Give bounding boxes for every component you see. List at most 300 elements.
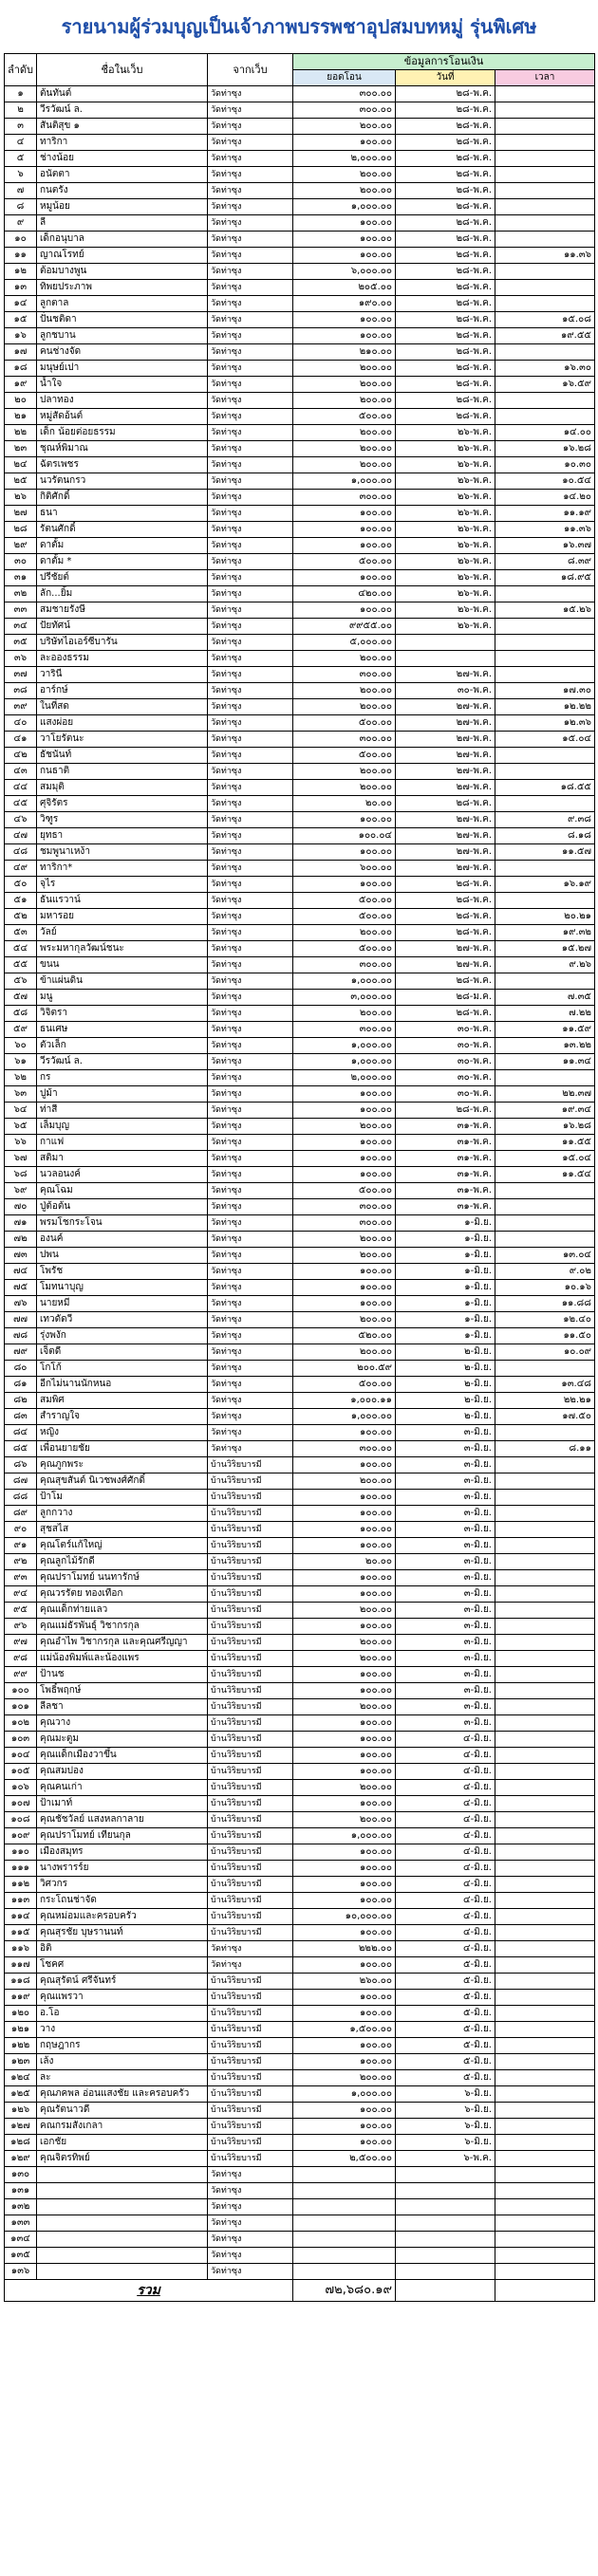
- source-site: บ้านวิริยบารมี: [208, 2038, 293, 2054]
- transfer-time: [495, 1651, 595, 1667]
- transfer-time: [495, 2248, 595, 2264]
- transfer-amount: ๒๐๐.๐๐: [293, 780, 396, 796]
- transfer-time: [495, 2103, 595, 2119]
- row-number: ๑๐๙: [5, 1828, 37, 1844]
- source-site: วัดท่าซุง: [208, 377, 293, 393]
- transfer-time: [495, 635, 595, 651]
- donor-name: โมทนาบุญ: [37, 1280, 208, 1296]
- donor-name: ธันแรวาน์: [37, 893, 208, 909]
- source-site: บ้านวิริยบารมี: [208, 1893, 293, 1909]
- donor-name: เด็ก น้อยต่อยธรรม: [37, 425, 208, 441]
- transfer-time: [495, 1699, 595, 1715]
- source-site: วัดท่าซุง: [208, 812, 293, 828]
- transfer-amount: ๒๐๐.๐๐: [293, 1635, 396, 1651]
- table-row: [5, 1264, 595, 1280]
- row-number: ๑๓๒: [5, 2199, 37, 2215]
- row-number: ๘๙: [5, 1506, 37, 1522]
- donor-name: ลูกตาล: [37, 296, 208, 312]
- transfer-date: ๒๘-พ.ค.: [396, 135, 495, 151]
- source-site: วัดท่าซุง: [208, 941, 293, 957]
- row-number: ๒: [5, 102, 37, 119]
- row-number: ๔๖: [5, 812, 37, 828]
- donor-name: แม่น้องพิมพ์และน้องแพร: [37, 1651, 208, 1667]
- row-number: ๒๙: [5, 538, 37, 554]
- donor-name: หญิง: [37, 1425, 208, 1441]
- row-number: ๑๐๐: [5, 1683, 37, 1699]
- donor-name: วาง: [37, 2022, 208, 2038]
- row-number: ๗๖: [5, 1296, 37, 1312]
- table-row: [5, 1280, 595, 1296]
- transfer-date: ๒๗-พ.ค.: [396, 732, 495, 748]
- row-number: ๑๐๕: [5, 1764, 37, 1780]
- transfer-date: ๓-มิ.ย.: [396, 1425, 495, 1441]
- table-row: [5, 135, 595, 151]
- donor-name: คุณโฉม: [37, 1183, 208, 1199]
- transfer-time: [495, 1070, 595, 1086]
- transfer-amount: ๑๐๐.๐๐: [293, 328, 396, 344]
- source-site: วัดท่าซุง: [208, 844, 293, 861]
- transfer-date: [396, 2248, 495, 2264]
- table-row: [5, 1232, 595, 1248]
- source-site: บ้านวิริยบารมี: [208, 1667, 293, 1683]
- donor-name: คนช่างจัด: [37, 344, 208, 361]
- source-site: วัดท่าซุง: [208, 2215, 293, 2232]
- table-row: [5, 1344, 595, 1361]
- transfer-date: ๓๑-พ.ค.: [396, 1183, 495, 1199]
- transfer-time: ๑๑.๘๘: [495, 1296, 595, 1312]
- table-row: [5, 377, 595, 393]
- table-row: [5, 1199, 595, 1215]
- row-number: ๘๔: [5, 1425, 37, 1441]
- transfer-time: [495, 2022, 595, 2038]
- transfer-date: ๒๗-พ.ค.: [396, 764, 495, 780]
- row-number: ๑๐๑: [5, 1699, 37, 1715]
- transfer-date: ๔-มิ.ย.: [396, 1764, 495, 1780]
- transfer-time: ๑๔.๐๐: [495, 425, 595, 441]
- donor-name: ทาริกา: [37, 135, 208, 151]
- table-row: [5, 1377, 595, 1393]
- row-number: ๑๓๐: [5, 2167, 37, 2183]
- donor-name: โพรัช: [37, 1264, 208, 1280]
- table-row: [5, 2070, 595, 2086]
- row-number: ๑๗: [5, 344, 37, 361]
- row-number: ๗๒: [5, 1232, 37, 1248]
- source-site: วัดท่าซุง: [208, 780, 293, 796]
- transfer-date: ๓-มิ.ย.: [396, 1473, 495, 1490]
- transfer-time: ๑๕.๐๔: [495, 1151, 595, 1167]
- row-number: ๑๒๘: [5, 2135, 37, 2151]
- donor-name: นวลอนงค์: [37, 1167, 208, 1183]
- transfer-amount: ๒๐๐.๐๐: [293, 1119, 396, 1135]
- donor-name: รัตนศักดิ์: [37, 522, 208, 538]
- transfer-time: ๑๖.๑๙: [495, 877, 595, 893]
- transfer-amount: ๓,๐๐๐.๐๐: [293, 990, 396, 1006]
- source-site: วัดท่าซุง: [208, 732, 293, 748]
- transfer-amount: ๑๐๐.๐๐: [293, 232, 396, 248]
- row-number: ๑๐๖: [5, 1780, 37, 1796]
- row-number: ๓๒: [5, 586, 37, 602]
- source-site: บ้านวิริยบารมี: [208, 2070, 293, 2086]
- donor-name: ปพน: [37, 1248, 208, 1264]
- source-site: วัดท่าซุง: [208, 973, 293, 990]
- transfer-amount: ๑๐๐.๐๐: [293, 2054, 396, 2070]
- transfer-time: ๑๑.๕๔: [495, 1167, 595, 1183]
- transfer-amount: ๑๐๐.๐๐: [293, 1086, 396, 1103]
- source-site: วัดท่าซุง: [208, 1070, 293, 1086]
- transfer-date: ๑-มิ.ย.: [396, 1312, 495, 1328]
- transfer-date: ๒๗-พ.ค.: [396, 812, 495, 828]
- row-number: ๓๕: [5, 635, 37, 651]
- transfer-time: [495, 1812, 595, 1828]
- table-row: [5, 1119, 595, 1135]
- source-site: บ้านวิริยบารมี: [208, 1570, 293, 1586]
- transfer-amount: ๑๐,๐๐๐.๐๐: [293, 1909, 396, 1925]
- table-row: [5, 2054, 595, 2070]
- transfer-time: [495, 86, 595, 102]
- transfer-amount: ๓๐๐.๐๐: [293, 957, 396, 973]
- transfer-date: ๒๘-พ.ค.: [396, 183, 495, 199]
- donor-name: สำราญใจ: [37, 1409, 208, 1425]
- row-number: ๖๕: [5, 1119, 37, 1135]
- row-number: ๑๐๗: [5, 1796, 37, 1812]
- transfer-amount: ๒๐๐.๐๐: [293, 1312, 396, 1328]
- transfer-amount: ๕๐๐.๐๐: [293, 1183, 396, 1199]
- row-number: ๕๖: [5, 973, 37, 990]
- table-row: [5, 2248, 595, 2264]
- table-row: [5, 1038, 595, 1054]
- row-number: ๓๖: [5, 651, 37, 667]
- donor-name: ยุทธา: [37, 828, 208, 844]
- donor-name: นวรัตนกรว: [37, 473, 208, 490]
- total-empty-date: [396, 2280, 495, 2302]
- donor-name: มหารอย: [37, 909, 208, 925]
- donor-name: ท่าสี: [37, 1103, 208, 1119]
- donor-name: พระมหากุลวัฒน์ชนะ: [37, 941, 208, 957]
- transfer-time: [495, 1828, 595, 1844]
- source-site: วัดท่าซุง: [208, 667, 293, 683]
- table-row: [5, 844, 595, 861]
- row-number: ๗๐: [5, 1199, 37, 1215]
- donor-name: คณกรมสังเกลา: [37, 2119, 208, 2135]
- row-number: ๘๖: [5, 1457, 37, 1473]
- transfer-time: ๑๖.๓๐: [495, 361, 595, 377]
- table-row: [5, 635, 595, 651]
- transfer-date: ๕-มิ.ย.: [396, 1957, 495, 1974]
- transfer-amount: ๒๐๐.๐๐: [293, 1780, 396, 1796]
- table-row: [5, 683, 595, 699]
- transfer-date: ๒๘-พ.ค.: [396, 86, 495, 102]
- table-row: [5, 1312, 595, 1328]
- transfer-date: ๖-มิ.ย.: [396, 2135, 495, 2151]
- source-site: วัดท่าซุง: [208, 232, 293, 248]
- row-number: ๗๔: [5, 1264, 37, 1280]
- transfer-time: ๗.๒๒: [495, 1006, 595, 1022]
- donor-name: คุณลูกไม้รักดี: [37, 1554, 208, 1570]
- transfer-date: ๒๘-พ.ค.: [396, 409, 495, 425]
- row-number: ๑๒๐: [5, 2006, 37, 2022]
- transfer-time: [495, 651, 595, 667]
- source-site: บ้านวิริยบารมี: [208, 1506, 293, 1522]
- table-row: [5, 1022, 595, 1038]
- transfer-time: ๑๑.๓๔: [495, 1054, 595, 1070]
- table-row: [5, 280, 595, 296]
- transfer-time: [495, 2086, 595, 2103]
- donor-name: โกโก้: [37, 1361, 208, 1377]
- donor-name: คุณปราโมทย์ นนทารักษ์: [37, 1570, 208, 1586]
- table-row: [5, 215, 595, 232]
- donor-name: ชุณห์พิมาณ: [37, 441, 208, 457]
- source-site: วัดท่าซุง: [208, 1941, 293, 1957]
- donor-name: มนุษย์เปา: [37, 361, 208, 377]
- source-site: วัดท่าซุง: [208, 1248, 293, 1264]
- source-site: วัดท่าซุง: [208, 990, 293, 1006]
- transfer-amount: ๒๐๐.๐๐: [293, 2070, 396, 2086]
- donor-name: ลี: [37, 215, 208, 232]
- transfer-time: ๑๕.๒๗: [495, 941, 595, 957]
- transfer-date: ๒๗-พ.ค.: [396, 748, 495, 764]
- donor-name: ขนน: [37, 957, 208, 973]
- transfer-date: ๓๐-พ.ค.: [396, 683, 495, 699]
- donor-name: ธนเศษ: [37, 1022, 208, 1038]
- transfer-time: [495, 1506, 595, 1522]
- transfer-amount: ๕๐๐.๐๐: [293, 909, 396, 925]
- transfer-amount: ๓๐๐.๐๐: [293, 667, 396, 683]
- transfer-time: [495, 1554, 595, 1570]
- table-row: [5, 973, 595, 990]
- row-number: ๑๘: [5, 361, 37, 377]
- row-number: ๕: [5, 151, 37, 167]
- transfer-amount: ๓๐๐.๐๐: [293, 490, 396, 506]
- transfer-time: [495, 1667, 595, 1683]
- source-site: วัดท่าซุง: [208, 2264, 293, 2280]
- source-site: วัดท่าซุง: [208, 1103, 293, 1119]
- transfer-amount: ๒๐.๐๐: [293, 1554, 396, 1570]
- table-row: [5, 893, 595, 909]
- transfer-date: ๓-มิ.ย.: [396, 1715, 495, 1732]
- source-site: บ้านวิริยบารมี: [208, 1603, 293, 1619]
- transfer-amount: ๑,๐๐๐.๐๐: [293, 1038, 396, 1054]
- row-number: ๖๑: [5, 1054, 37, 1070]
- table-row: [5, 1651, 595, 1667]
- transfer-date: ๒-มิ.ย.: [396, 1361, 495, 1377]
- transfer-amount: ๕,๐๐๐.๐๐: [293, 635, 396, 651]
- source-site: บ้านวิริยบารมี: [208, 2151, 293, 2167]
- table-row: [5, 2135, 595, 2151]
- source-site: วัดท่าซุง: [208, 925, 293, 941]
- transfer-amount: ๑,๐๐๐.๐๐: [293, 2086, 396, 2103]
- donor-name: ปัยทัศน์: [37, 619, 208, 635]
- transfer-time: ๑๖.๓๗: [495, 538, 595, 554]
- row-number: ๖๗: [5, 1151, 37, 1167]
- transfer-date: ๒๘-พ.ค.: [396, 264, 495, 280]
- transfer-date: ๒๘-พ.ค.: [396, 344, 495, 361]
- source-site: วัดท่าซุง: [208, 522, 293, 538]
- transfer-amount: [293, 2232, 396, 2248]
- transfer-date: ๒๖-พ.ค.: [396, 602, 495, 619]
- table-row: [5, 1490, 595, 1506]
- table-row: [5, 1909, 595, 1925]
- row-number: ๕๓: [5, 925, 37, 941]
- table-row: [5, 2167, 595, 2183]
- transfer-amount: ๒๐.๐๐: [293, 796, 396, 812]
- transfer-amount: ๑,๐๐๐.๐๐: [293, 973, 396, 990]
- transfer-amount: ๕๐๐.๐๐: [293, 554, 396, 570]
- source-site: วัดท่าซุง: [208, 764, 293, 780]
- table-row: [5, 1683, 595, 1699]
- transfer-date: ๓-มิ.ย.: [396, 1522, 495, 1538]
- source-site: วัดท่าซุง: [208, 1344, 293, 1361]
- row-number: ๗๑: [5, 1215, 37, 1232]
- source-site: วัดท่าซุง: [208, 506, 293, 522]
- source-site: วัดท่าซุง: [208, 1086, 293, 1103]
- source-site: วัดท่าซุง: [208, 1199, 293, 1215]
- transfer-time: ๑๐.๓๐: [495, 457, 595, 473]
- transfer-time: ๑๑.๕๙: [495, 1022, 595, 1038]
- transfer-amount: ๑,๕๐๐.๐๐: [293, 2022, 396, 2038]
- donor-name: [37, 2167, 208, 2183]
- transfer-amount: ๖๐๐.๐๐: [293, 861, 396, 877]
- table-row: [5, 1457, 595, 1473]
- transfer-date: ๔-มิ.ย.: [396, 1909, 495, 1925]
- transfer-date: ๓๐-พ.ค.: [396, 1022, 495, 1038]
- transfer-time: ๑๖.๕๙: [495, 377, 595, 393]
- transfer-date: ๑-มิ.ย.: [396, 1232, 495, 1248]
- row-number: ๑๑๓: [5, 1893, 37, 1909]
- transfer-date: ๒๘-พ.ค.: [396, 1006, 495, 1022]
- transfer-amount: ๑๐๐.๐๐: [293, 1167, 396, 1183]
- row-number: ๑๒๕: [5, 2086, 37, 2103]
- transfer-date: ๒๖-พ.ค.: [396, 457, 495, 473]
- table-row: [5, 1570, 595, 1586]
- total-label: รวม: [5, 2280, 293, 2302]
- transfer-date: ๓-มิ.ย.: [396, 1603, 495, 1619]
- table-row: [5, 1215, 595, 1232]
- row-number: ๕๑: [5, 893, 37, 909]
- table-row: [5, 1103, 595, 1119]
- donor-name: เล็มบุญ: [37, 1119, 208, 1135]
- row-number: ๑๒๔: [5, 2070, 37, 2086]
- transfer-time: ๑๖.๒๘: [495, 441, 595, 457]
- transfer-amount: ๑๐๐.๐๐: [293, 1296, 396, 1312]
- table-row: [5, 667, 595, 683]
- transfer-amount: ๑,๐๐๐.๑๑: [293, 1393, 396, 1409]
- table-row: [5, 1957, 595, 1974]
- row-number: ๗๗: [5, 1312, 37, 1328]
- transfer-date: ๑-มิ.ย.: [396, 1328, 495, 1344]
- transfer-amount: ๑๐๐.๐๐: [293, 2119, 396, 2135]
- transfer-time: ๑๒.๓๖: [495, 715, 595, 732]
- table-row: [5, 1151, 595, 1167]
- row-number: ๘๓: [5, 1409, 37, 1425]
- row-number: ๗: [5, 183, 37, 199]
- transfer-time: ๑๑.๕๐: [495, 1328, 595, 1344]
- transfer-date: ๒๖-พ.ค.: [396, 586, 495, 602]
- source-site: วัดท่าซุง: [208, 2232, 293, 2248]
- table-row: [5, 328, 595, 344]
- transfer-time: ๑๙.๕๕: [495, 328, 595, 344]
- transfer-time: ๑๓.๒๒: [495, 1038, 595, 1054]
- row-number: ๖๐: [5, 1038, 37, 1054]
- donor-name: สุชสไส: [37, 1522, 208, 1538]
- transfer-time: ๑๑.๕๕: [495, 1135, 595, 1151]
- transfer-date: ๒๘-พ.ค.: [396, 893, 495, 909]
- row-number: ๘: [5, 199, 37, 215]
- donor-name: [37, 2183, 208, 2199]
- table-row: [5, 1393, 595, 1409]
- row-number: ๑๑๖: [5, 1941, 37, 1957]
- donor-name: [37, 2232, 208, 2248]
- source-site: วัดท่าซุง: [208, 554, 293, 570]
- row-number: ๔๑: [5, 732, 37, 748]
- source-site: วัดท่าซุง: [208, 1393, 293, 1409]
- donor-name: [37, 2215, 208, 2232]
- transfer-date: ๑-มิ.ย.: [396, 1280, 495, 1296]
- transfer-time: [495, 151, 595, 167]
- source-site: บ้านวิริยบารมี: [208, 2086, 293, 2103]
- row-number: ๓: [5, 119, 37, 135]
- donor-name: โชคศ: [37, 1957, 208, 1974]
- source-site: บ้านวิริยบารมี: [208, 1554, 293, 1570]
- source-site: บ้านวิริยบารมี: [208, 1828, 293, 1844]
- transfer-time: [495, 1764, 595, 1780]
- table-row: [5, 1603, 595, 1619]
- donor-name: [37, 2199, 208, 2215]
- transfer-date: ๓๑-พ.ค.: [396, 1167, 495, 1183]
- page-title: รายนามผู้ร่วมบุญเป็นเจ้าภาพบรรพชาอุปสมบทหมู่ รุ่นพิเศษ: [61, 15, 537, 38]
- transfer-date: ๕-มิ.ย.: [396, 2006, 495, 2022]
- transfer-time: [495, 296, 595, 312]
- row-number: ๑๑๐: [5, 1844, 37, 1861]
- transfer-time: ๑๘.๕๕: [495, 780, 595, 796]
- donor-name: คุณหม่อมและครอบครัว: [37, 1909, 208, 1925]
- transfer-date: ๓-มิ.ย.: [396, 1441, 495, 1457]
- table-row: [5, 780, 595, 796]
- donor-name: องนค์: [37, 1232, 208, 1248]
- source-site: บ้านวิริยบารมี: [208, 1844, 293, 1861]
- transfer-amount: ๕๐๐.๐๐: [293, 941, 396, 957]
- table-row: [5, 1425, 595, 1441]
- transfer-date: ๓-มิ.ย.: [396, 1667, 495, 1683]
- transfer-time: ๑๐.๑๖: [495, 1280, 595, 1296]
- row-number: ๙๖: [5, 1619, 37, 1635]
- source-site: บ้านวิริยบารมี: [208, 1812, 293, 1828]
- transfer-amount: ๒,๕๐๐.๐๐: [293, 2151, 396, 2167]
- table-row: [5, 1667, 595, 1683]
- table-row: [5, 2103, 595, 2119]
- transfer-date: [396, 2167, 495, 2183]
- col-header-no: ลำดับ: [5, 54, 37, 86]
- donor-name: คุณวรรัตย ทองเทือก: [37, 1586, 208, 1603]
- source-site: วัดท่าซุง: [208, 1312, 293, 1328]
- donor-name: เด็กอนุบาล: [37, 232, 208, 248]
- row-number: ๗๕: [5, 1280, 37, 1296]
- row-number: ๑๓๔: [5, 2232, 37, 2248]
- transfer-date: ๒๘-พ.ค.: [396, 328, 495, 344]
- source-site: วัดท่าซุง: [208, 1006, 293, 1022]
- row-number: ๖๔: [5, 1103, 37, 1119]
- transfer-time: [495, 893, 595, 909]
- donor-name: ในที่สด: [37, 699, 208, 715]
- transfer-time: ๒๒.๒๑: [495, 1393, 595, 1409]
- row-number: ๔๙: [5, 861, 37, 877]
- table-row: [5, 1586, 595, 1603]
- row-number: ๘๘: [5, 1490, 37, 1506]
- transfer-date: ๒๖-พ.ค.: [396, 473, 495, 490]
- table-row: [5, 1828, 595, 1844]
- donor-name: อิติ: [37, 1941, 208, 1957]
- transfer-time: [495, 2183, 595, 2199]
- donor-name: ญาณโรทย์: [37, 248, 208, 264]
